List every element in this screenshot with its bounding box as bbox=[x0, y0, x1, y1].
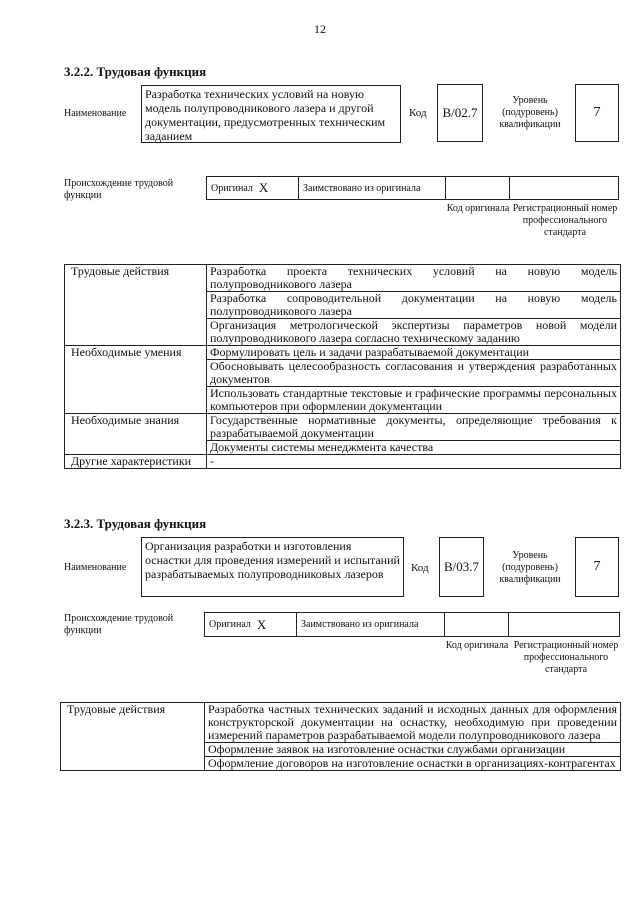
section-title: 3.2.3. Трудовая функция bbox=[64, 516, 207, 531]
section-title: 3.2.2. Трудовая функция bbox=[64, 64, 207, 79]
level-label: Уровень (подуровень) квалификации bbox=[499, 95, 561, 130]
reg-number-caption: Регистрационный номер профессионального стандарта bbox=[512, 203, 618, 238]
category-cell: Необходимые знания bbox=[65, 414, 207, 455]
origin-code-caption: Код оригинала bbox=[446, 203, 510, 214]
origin-borrowed: Заимствовано из оригинала bbox=[299, 177, 446, 199]
name-label: Наименование bbox=[64, 108, 127, 119]
function-code: B/03.7 bbox=[439, 537, 484, 597]
function-name: Организация разработки и изготовления оснастки для проведения измерений и испытаний разрабатываемых полупроводниковых лазеров bbox=[141, 537, 404, 597]
description-cell: Организация метрологической экспертизы параметров новой модели полупроводникового лазера согласно техническому заданию bbox=[207, 319, 621, 346]
origin-reg-cell bbox=[510, 177, 618, 199]
description-cell: - bbox=[207, 455, 621, 469]
function-table bbox=[60, 702, 621, 771]
origin-row bbox=[206, 176, 619, 200]
reg-number-caption: Регистрационный номер профессионального стандарта bbox=[513, 640, 619, 675]
original-mark: X bbox=[256, 616, 267, 632]
description-cell: Разработка частных технических заданий и исходных данных для оформления конструкторской документации на оснастку, необходимую при проведении измерений параметров разрабатываемой модели полупроводникового лазера bbox=[205, 703, 621, 743]
name-label: Наименование bbox=[64, 562, 127, 573]
level-label: Уровень (подуровень) квалификации bbox=[499, 550, 561, 585]
origin-label: Происхождение трудовой функции bbox=[64, 178, 174, 201]
origin-borrowed: Заимствовано из оригинала bbox=[297, 613, 445, 636]
code-label: Код bbox=[411, 562, 429, 574]
original-label: Оригинал bbox=[211, 182, 253, 194]
qualification-level: 7 bbox=[575, 84, 619, 142]
page-number: 12 bbox=[314, 22, 326, 36]
origin-code-cell bbox=[446, 177, 510, 199]
origin-original bbox=[207, 177, 299, 199]
description-cell: Использовать стандартные текстовые и графические программы персональных компьютеров при оформлении документации bbox=[207, 387, 621, 414]
description-cell: Оформление заявок на изготовление оснастки службами организации bbox=[205, 743, 621, 757]
description-cell: Разработка проекта технических условий на новую модель полупроводникового лазера bbox=[207, 265, 621, 292]
table-row bbox=[65, 346, 621, 360]
origin-code-caption: Код оригинала bbox=[445, 640, 509, 651]
category-cell: Трудовые действия bbox=[61, 703, 205, 771]
description-cell: Разработка сопроводительной документации на новую модель полупроводникового лазера bbox=[207, 292, 621, 319]
description-cell: Документы системы менеджмента качества bbox=[207, 441, 621, 455]
origin-reg-cell bbox=[509, 613, 619, 636]
function-name: Разработка технических условий на новую модель полупроводникового лазера и другой документации, предусмотренных техническим заданием bbox=[141, 85, 401, 143]
origin-label: Происхождение трудовой функции bbox=[64, 613, 174, 636]
category-cell: Трудовые действия bbox=[65, 265, 207, 346]
origin-original bbox=[205, 613, 297, 636]
table-row bbox=[65, 265, 621, 292]
table-row bbox=[65, 414, 621, 441]
origin-row bbox=[204, 612, 620, 637]
description-cell: Государственные нормативные документы, определяющие требования к разрабатываемой документации bbox=[207, 414, 621, 441]
function-code: B/02.7 bbox=[437, 84, 483, 142]
function-table bbox=[64, 264, 621, 469]
table-row bbox=[65, 455, 621, 469]
category-cell: Другие характеристики bbox=[65, 455, 207, 469]
code-label: Код bbox=[409, 107, 427, 119]
qualification-level: 7 bbox=[575, 537, 619, 597]
description-cell: Формулировать цель и задачи разрабатываемой документации bbox=[207, 346, 621, 360]
origin-code-cell bbox=[445, 613, 509, 636]
category-cell: Необходимые умения bbox=[65, 346, 207, 414]
description-cell: Оформление договоров на изготовление оснастки в организациях-контрагентах bbox=[205, 757, 621, 771]
original-label: Оригинал bbox=[209, 619, 251, 630]
original-mark: X bbox=[258, 180, 269, 195]
table-row bbox=[61, 703, 621, 743]
description-cell: Обосновывать целесообразность согласования и утверждения разработанных документов bbox=[207, 360, 621, 387]
